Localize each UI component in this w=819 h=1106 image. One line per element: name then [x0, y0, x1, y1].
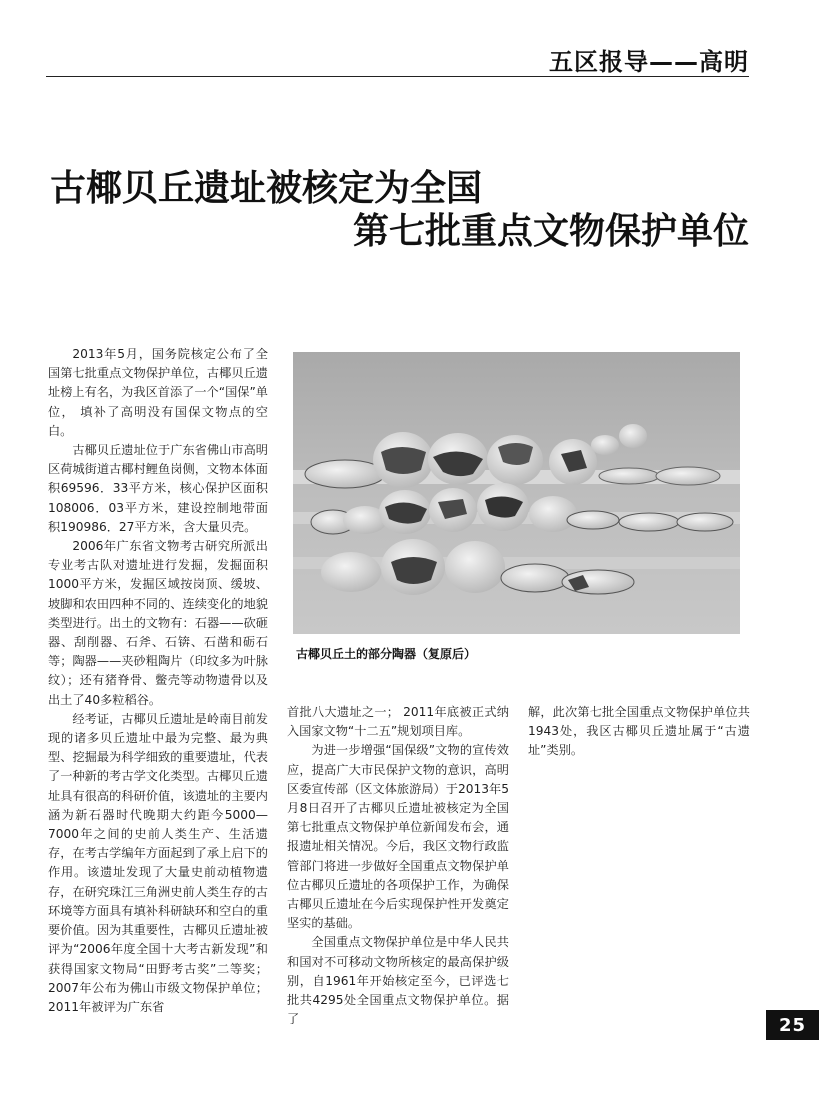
photo-caption: 古椰贝丘土的部分陶器（复原后）	[296, 647, 477, 661]
pottery-photo	[293, 352, 740, 634]
header-rule	[46, 76, 749, 77]
article-title-line2: 第七批重点文物保护单位	[352, 211, 749, 252]
paragraph: 2006年广东省文物考古研究所派出专业考古队对遗址进行发掘，发掘面积1000平方米，发掘区域按岗顶、缓坡、坡脚和农田四种不同的、连续变化的地貌类型进行。出土的文物有：石器——砍砸器、刮削器、石斧、石锛、石凿和砺石等；陶器——夹砂粗陶片（印纹多为叶脉纹）；还有猪脊骨、鳖壳等动物遗骨以及出土了40多粒稻谷。	[48, 539, 268, 707]
paragraph: 2013年5月，国务院核定公布了全国第七批重点文物保护单位，古椰贝丘遗址榜上有名，为我区首添了一个“国保”单位， 填补了高明没有国保文物点的空白。	[48, 347, 268, 438]
paragraph: 全国重点文物保护单位是中华人民共和国对不可移动文物所核定的最高保护级别，自1961年开始核定至今，已评选七批共4295处全国重点文物保护单位。据了	[287, 935, 509, 1027]
paragraph: 为进一步增强“国保级”文物的宣传效应，提高广大市民保护文物的意识，高明区委宣传部（区文体旅游局）于2013年5月8日召开了古椰贝丘遗址被核定为全国第七批重点文物保护单位新闻发布会，通报遗址相关情况。今后，我区文物行政监管部门将进一步做好全国重点文物保护单位古椰贝丘遗址的各项保护工作，为确保古椰贝丘遗址在今后实现保护性开发奠定坚实的基础。	[287, 743, 509, 931]
section-header-title: 五区报导——高明	[549, 48, 749, 76]
paragraph: 经考证，古椰贝丘遗址是岭南目前发现的诸多贝丘遗址中最为完整、最为典型、挖掘最为科学细致的重要遗址，代表了一种新的考古学文化类型。古椰贝丘遗址具有很高的科研价值，该遗址的主要内涵为新石器时代晚期大约距今5000—7000年之间的史前人类生产、生活遗存，在考古学编年方面起到了承上启下的作用。该遗址发现了大量史前动植物遗存，在研究珠江三角洲史前人类生存的古环境等方面具有填补科研缺环和空白的重要价值。因为其重要性，古椰贝丘遗址被评为“2006年度全国十大考古新发现”和获得国家文物局“田野考古奖”二等奖；2007年公布为佛山市级文物保护单位；2011年被评为广东省	[48, 711, 268, 1014]
page-number-badge: 25	[766, 1010, 819, 1040]
paragraph: 古椰贝丘遗址位于广东省佛山市高明区荷城街道古椰村鲤鱼岗侧，文物本体面积69596．33平方米，核心保护区面积108006．03平方米，建设控制地带面积190986．27平方米，含大量贝壳。	[48, 443, 268, 534]
paragraph: 解，此次第七批全国重点文物保护单位共1943处，我区古椰贝丘遗址属于“古遗址”类别。	[528, 705, 750, 758]
text-column-3	[528, 703, 750, 761]
article-title-line1: 古椰贝丘遗址被核定为全国	[50, 168, 483, 209]
text-column-2	[287, 703, 509, 1029]
paragraph: 首批八大遗址之一； 2011年底被正式纳入国家文物“十二五”规划项目库。	[287, 705, 509, 739]
text-column-1	[48, 345, 268, 1017]
